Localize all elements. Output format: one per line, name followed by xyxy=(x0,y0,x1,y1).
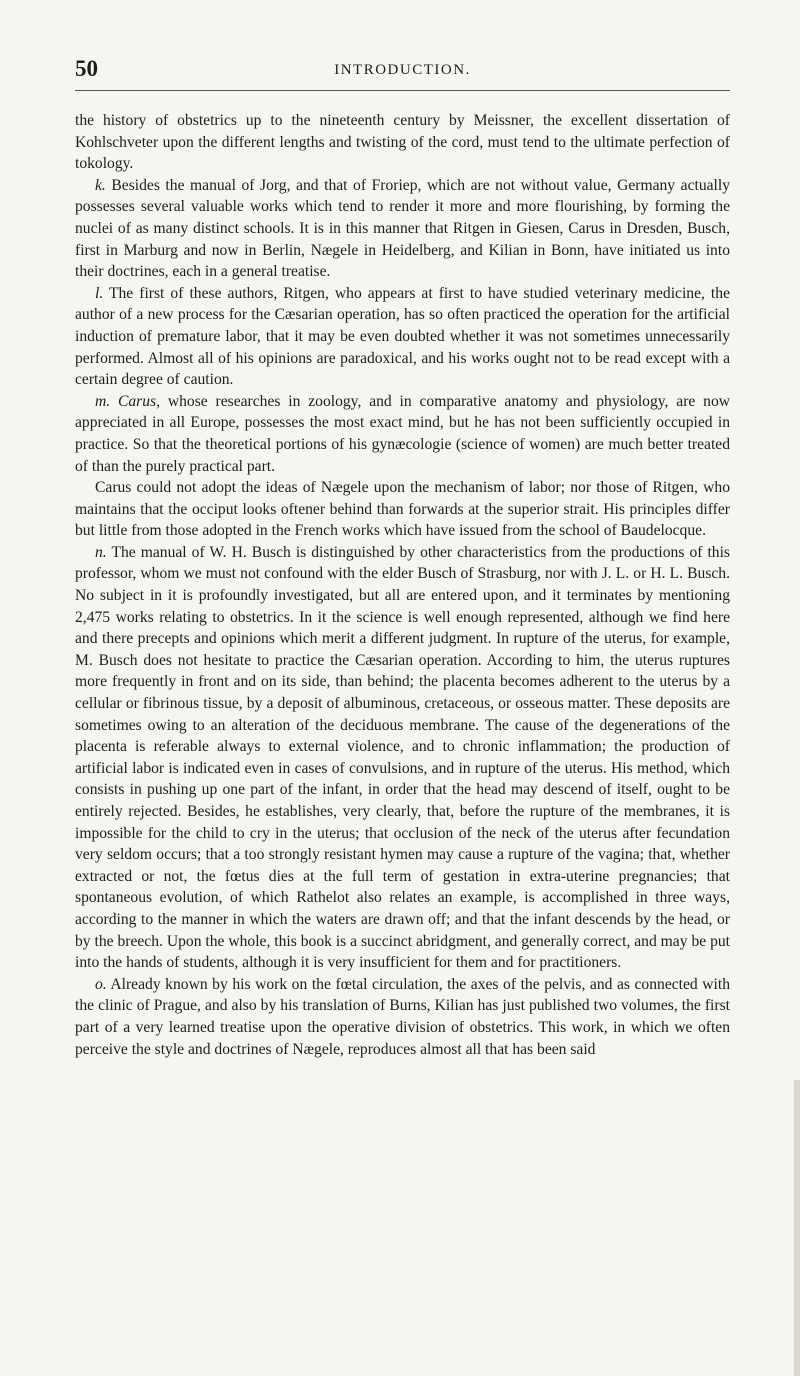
paragraph: the history of obstetrics up to the nineteenth century by Meissner, the excellent dissertation of Kohlschveter upon the different lengths and twisting of the cord, must tend to the ultimate perfection of tokology. xyxy=(75,112,730,173)
section-marker: m. Carus, xyxy=(95,392,161,410)
paragraph: Carus could not adopt the ideas of Nægele upon the mechanism of labor; nor those of Ritgen, who maintains that the occiput looks oftener behind than forwards at the superior strait. His principles differ but little from those adopted in the French works which have issued from the school of Baudelocque. xyxy=(75,479,730,540)
section-marker: k. xyxy=(95,176,106,194)
page-header xyxy=(75,56,730,86)
paragraph: o. Already known by his work on the fœtal circulation, the axes of the pelvis, and as connected with the clinic of Prague, and also by his translation of Burns, Kilian has just published two volumes, the first part of a very learned treatise upon the operative division of obstetrics. This work, in which we often perceive the style and doctrines of Nægele, reproduces almost all that has been said xyxy=(75,975,730,1058)
paragraph: k. Besides the manual of Jorg, and that of Froriep, which are not without value, Germany actually possesses several valuable works which tend to render it more and more flourishing, by forming the nuclei of as many distinct schools. It is in this manner that Ritgen in Giesen, Carus in Dresden, Busch, first in Marburg and now in Berlin, Nægele in Heidelberg, and Kilian in Bonn, have initiated us into their doctrines, each in a general treatise. xyxy=(75,176,730,281)
running-head: INTRODUCTION. xyxy=(334,62,471,78)
paragraph: m. Carus, whose researches in zoology, and in comparative anatomy and physiology, are now appreciated in all Europe, possesses the most exact mind, but he has not been sufficiently occupied in practice. So that the theoretical portions of his gynæcologie (science of women) are much better treated of than the purely practical part. xyxy=(75,392,731,475)
page-edge-shadow xyxy=(794,1080,800,1376)
body-text xyxy=(75,110,730,1060)
section-marker: o. xyxy=(95,975,107,993)
section-marker: n. xyxy=(95,543,107,561)
paragraph: n. The manual of W. H. Busch is distinguished by other characteristics from the productions of this professor, whom we must not confound with the elder Busch of Strasburg, nor with J. L. or H. L. Busch. No subject in it is profoundly investigated, but all are entered upon, and it terminates by mentioning 2,475 works relating to obstetrics. In it the science is well enough represented, although we find here and there precepts and opinions which merit a different judgment. In rupture of the uterus, for example, M. Busch does not hesitate to practice the Cæsarian operation. According to him, the uterus ruptures more frequently in front and on its side, than behind; the placenta becomes adherent to the uterus by a cellular or fibrinous tissue, by a deposit of albuminous, cretaceous, or osseous matter. These deposits are sometimes owing to an alteration of the deciduous membrane. The cause of the degenerations of the placenta is referable always to external violence, and to chronic inflammation; the production of artificial labor is indicated even in cases of convulsions, and in rupture of the uterus. His method, which consists in pushing up one part of the infant, in order that the head may descend of itself, ought to be entirely rejected. Besides, he establishes, very clearly, that, before the rupture of the membranes, it is impossible for the child to cry in the uterus; that occlusion of the neck of the uterus after fecundation very seldom occurs; that a too strongly resistant hymen may cause a rupture of the vagina; that, whether extracted or not, the fœtus dies at the full term of gestation in extra-uterine pregnancies; that spontaneous evolution, of which Rathelot also relates an example, is accomplished in three ways, according to the manner in which the waters are drawn off; and that the infant descends by the head, or by the breech. Upon the whole, this book is a succinct abridgment, and generally correct, and may be put into the hands of students, although it is very insufficient for them and for practitioners. xyxy=(75,543,730,972)
page-number: 50 xyxy=(75,56,98,81)
paragraph: l. The first of these authors, Ritgen, who appears at first to have studied veterinary medicine, the author of a new process for the Cæsarian operation, has so often practiced the operation for the artificial induction of premature labor, that it may be even doubted whether it was not sometimes unnecessarily performed. Almost all of his opinions are paradoxical, and his works ought not to be read except with a certain degree of caution. xyxy=(75,284,730,389)
section-marker: l. xyxy=(95,284,104,302)
header-rule xyxy=(75,90,730,91)
